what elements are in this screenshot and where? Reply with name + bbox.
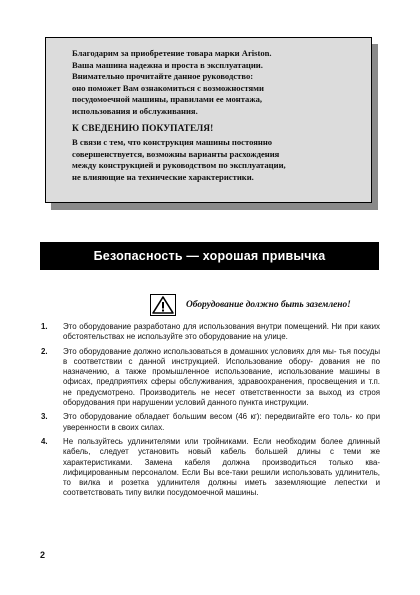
notice-box [45,37,372,203]
list-item-number: 4. [41,436,48,446]
list-item-number: 2. [41,346,48,356]
list-item-line: дования не по назначению, а также промышленное использование, [63,356,380,377]
list-item [40,412,380,433]
list-item-text [63,412,380,433]
list-item-line: ко при уверенности в своих силах. [63,412,380,432]
list-item-text [63,437,380,499]
safety-list [40,322,380,503]
list-item-line: же характеристиками. Замена кабеля должна производиться только ква- [63,447,380,467]
list-item [40,347,380,409]
list-item-line: удлинитель, то вилка и розетка удлинителя должны иметь заземляющие [63,467,380,488]
notice-intro-line: Внимательно прочитайте данное руководство: [72,71,254,82]
list-item-line: длинный кабель, следует установить новый кабель большей длины с теми [63,436,380,457]
list-item-line: лепестки и соответствовать типу вилки посудомоечной машины. [63,478,380,498]
notice-body-line: совершенствуется, возможны варианты расхождения [72,148,280,159]
notice-body-line: не влияющие на технические характеристики. [72,171,254,182]
notice-intro-line: посудомоечной машины, правилами ее монтажа, [72,94,263,105]
notice-body [72,137,361,183]
list-item-line: Это оборудование должно использоваться в домашних условиях для мы- [63,346,337,356]
list-item-number: 1. [41,322,48,331]
section-title: Безопасность — хорошая привычка [93,249,326,263]
notice-body-line: В связи с тем, что конструкция машины постоянно [72,137,273,148]
warning-text: Оборудование должно быть заземлено! [186,300,351,310]
list-item-line: тья посуды в соответствии с данной инструкцией. Использование обору- [63,346,380,366]
list-item-line: Не пользуйтесь удлинителями или тройниками. Если необходим более [63,436,343,446]
page-number: 2 [40,550,46,560]
notice-intro-line: Благодарим за приобретение товара марки Ariston. [72,48,272,58]
list-item-line: Это оборудование разработано для использования внутри помещений. Ни [63,322,342,331]
notice-heading: К СВЕДЕНИЮ ПОКУПАТЕЛЯ! [72,123,214,134]
notice-intro [72,48,361,118]
section-title-banner [40,242,379,270]
warning-triangle-icon [150,294,176,316]
list-item-line: здравоохранения, просвещения и т.п. не предусмотрено. Производитель [63,377,380,397]
list-item [40,437,380,499]
list-item-text [63,322,380,343]
list-item-line: использование машины в офисах, предприятиях сферы обслуживания, [63,367,380,387]
list-item-number: 3. [41,412,48,422]
list-item-line: Это оборудование обладает большим весом (46 кг): передвигайте его толь- [63,412,353,422]
notice-intro-line: оно поможет Вам ознакомиться с возможностями [72,82,264,93]
list-item-line: при каких обстоятельствах не используйте это оборудование на улице. [63,322,380,342]
notice-body-line: между конструкцией и руководством по эксплуатации, [72,160,286,171]
list-item-text [63,347,380,409]
notice-intro-line: Ваша машина надежна и проста в эксплуатации. [72,59,263,70]
list-item-line: условий данного пункта инструкции. [175,398,309,408]
list-item-line: не несет ответственности за выход из строя оборудования при нарушении [63,387,381,408]
list-item-line: лифицированным персоналом. Если Вы все-таки решили использовать [63,467,333,477]
notice-intro-line: использования и обслуживания. [72,105,198,116]
grounding-warning [150,292,385,318]
list-item [40,322,380,343]
